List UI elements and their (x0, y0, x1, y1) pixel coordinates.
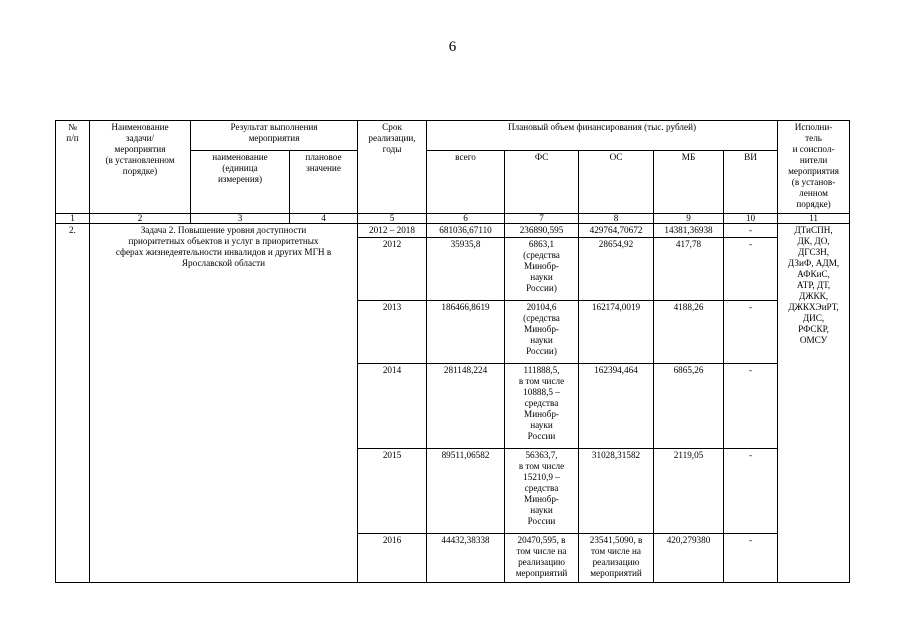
header-result-name: наименование (единица измерения) (191, 151, 290, 214)
col-number: 11 (778, 214, 850, 224)
header-term: Срок реализации, годы (358, 121, 427, 214)
year-cell: 2016 (358, 534, 427, 583)
col-number: 8 (579, 214, 654, 224)
header-total: всего (427, 151, 505, 214)
fs-cell: 6863,1 (средства Минобр- науки России) (505, 238, 579, 301)
header-mb: МБ (654, 151, 724, 214)
col-number: 3 (191, 214, 290, 224)
col-number: 7 (505, 214, 579, 224)
year-cell: 2012 – 2018 (358, 224, 427, 238)
header-funding: Плановый объем финансирования (тыс. рублей) (427, 121, 778, 151)
header-executors: Исполни- тель и соиспол- нители мероприятия (в установ- ленном порядке) (778, 121, 850, 214)
header-num: № п/п (56, 121, 90, 214)
total-cell: 186466,8619 (427, 301, 505, 364)
col-number: 6 (427, 214, 505, 224)
header-row (56, 121, 850, 151)
os-cell: 28654,92 (579, 238, 654, 301)
year-cell: 2012 (358, 238, 427, 301)
year-cell: 2014 (358, 364, 427, 449)
fs-cell: 236890,595 (505, 224, 579, 238)
fs-cell: 20470,595, в том числе на реализацию мероприятий (505, 534, 579, 583)
vi-cell: - (724, 224, 778, 238)
os-cell: 31028,31582 (579, 449, 654, 534)
total-cell: 35935,8 (427, 238, 505, 301)
header-result-value: плановое значение (290, 151, 358, 214)
vi-cell: - (724, 238, 778, 301)
mb-cell: 4188,26 (654, 301, 724, 364)
task-number: 2. (56, 224, 90, 583)
os-cell: 162174,0019 (579, 301, 654, 364)
mb-cell: 2119,05 (654, 449, 724, 534)
mb-cell: 417,78 (654, 238, 724, 301)
task-description: Задача 2. Повышение уровня доступности приоритетных объектов и услуг в приоритетных сферах жизнедеятельности инвалидов и других МГН в Ярославской области (90, 224, 358, 583)
mb-cell: 6865,26 (654, 364, 724, 449)
total-cell: 681036,67110 (427, 224, 505, 238)
column-number-row (56, 214, 850, 224)
funding-table (55, 120, 850, 583)
os-cell: 23541,5090, в том числе на реализацию мероприятий (579, 534, 654, 583)
header-fs: ФС (505, 151, 579, 214)
vi-cell: - (724, 301, 778, 364)
col-number: 5 (358, 214, 427, 224)
fs-cell: 111888,5, в том числе 10888,5 – средства Минобр- науки России (505, 364, 579, 449)
header-vi: ВИ (724, 151, 778, 214)
vi-cell: - (724, 534, 778, 583)
vi-cell: - (724, 449, 778, 534)
mb-cell: 420,279380 (654, 534, 724, 583)
col-number: 1 (56, 214, 90, 224)
header-os: ОС (579, 151, 654, 214)
fs-cell: 20104,6 (средства Минобр- науки России) (505, 301, 579, 364)
year-cell: 2013 (358, 301, 427, 364)
total-cell: 44432,38338 (427, 534, 505, 583)
col-number: 2 (90, 214, 191, 224)
vi-cell: - (724, 364, 778, 449)
executors-cell: ДТиСПН, ДК, ДО, ДГСЗН, ДЗиФ, АДМ, АФКиС, АТР, ДТ, ДЖКК, ДЖКХЭиРТ, ДИС, РФСКР, ОМСУ (778, 224, 850, 583)
header-result: Результат выполнения мероприятия (191, 121, 358, 151)
total-cell: 89511,06582 (427, 449, 505, 534)
page-number: 6 (448, 39, 457, 55)
os-cell: 429764,70672 (579, 224, 654, 238)
col-number: 9 (654, 214, 724, 224)
fs-cell: 56363,7, в том числе 15210,9 – средства Минобр- науки России (505, 449, 579, 534)
header-name: Наименование задачи/ мероприятия (в установленном порядке) (90, 121, 191, 214)
mb-cell: 14381,36938 (654, 224, 724, 238)
year-cell: 2015 (358, 449, 427, 534)
col-number: 10 (724, 214, 778, 224)
table-row (56, 224, 850, 238)
col-number: 4 (290, 214, 358, 224)
os-cell: 162394,464 (579, 364, 654, 449)
total-cell: 281148,224 (427, 364, 505, 449)
